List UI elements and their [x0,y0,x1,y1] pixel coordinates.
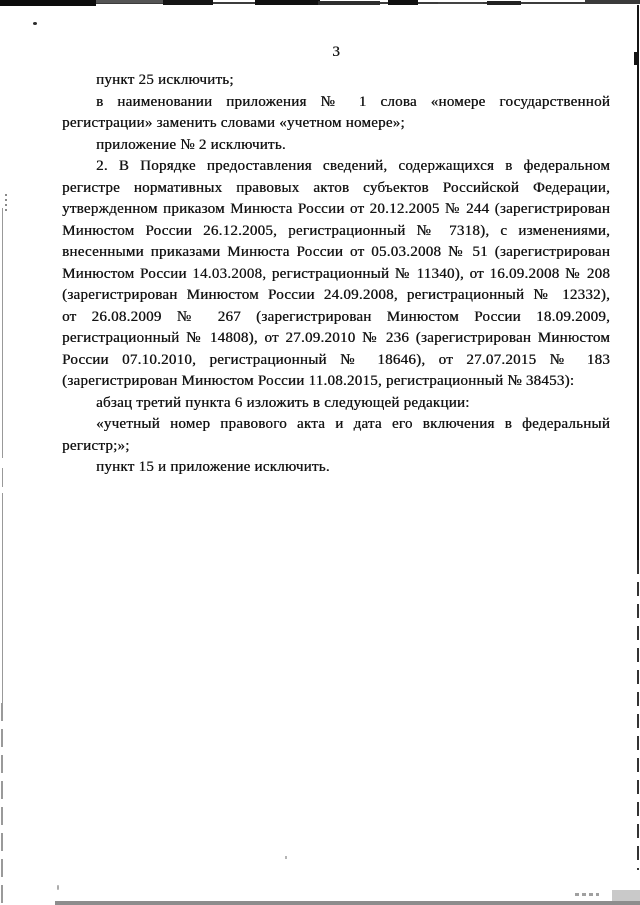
scan-artifact-top-segment [438,2,483,4]
scan-speck [33,22,37,25]
text-line: России 07.10.2010, регистрационный № 18646), от 27.07.2015 № 183 [62,351,610,368]
text-line: (зарегистрирован Минюстом России 11.08.2015, регистрационный № 38453): [62,373,575,389]
scan-artifact-left-edge [2,493,3,703]
scan-artifact-bottom-right-dashes [575,893,599,896]
scan-artifact-top-segment [388,0,418,5]
text-line: абзац третий пункта 6 изложить в следующей редакции: [96,394,470,411]
text-line: Минюстом России 14.03.2008, регистрационный № 11340), от 16.09.2008 № 208 [62,265,610,282]
scan-artifact-top-segment [318,1,380,5]
scan-artifact-left-edge-dashes [1,703,3,905]
text-line: регистрации» заменить словами «учетном номере»; [62,115,405,131]
scan-artifact-bottom-edge [55,901,640,905]
scan-speck [285,856,287,859]
text-line: «учетный номер правового акта и дата его включения в федеральный [96,416,610,432]
scan-artifact-left-edge [2,208,3,458]
scan-artifact-left-edge [2,468,3,487]
text-line: Минюстом России 26.12.2005, регистрационный № 7318), с изменениями, [62,222,610,239]
page-number: 3 [332,44,340,60]
text-line: регистре нормативных правовых актов субъектов Российской Федерации, [62,179,610,196]
text-line: от 26.08.2009 № 267 (зарегистрирован Минюстом России 18.09.2009, [62,308,610,325]
text-line: регистр;»; [62,437,130,454]
scan-artifact-top-segment [487,1,521,5]
text-line: 2. В Порядке предоставления сведений, содержащихся в федеральном [96,158,610,174]
scan-artifact-right-edge-dashes [637,560,639,870]
text-line: (зарегистрирован Минюстом России 24.09.2008, регистрационный № 12332), [62,287,610,303]
text-line: утвержденном приказом Минюста России от 20.12.2005 № 244 (зарегистрирован [62,201,610,217]
text-line: в наименовании приложения № 1 слова «номере государственной [96,93,610,110]
text-line: регистрационный № 14808), от 27.09.2010 № 236 (зарегистрирован Минюстом [62,330,610,346]
scan-artifact-right-edge-blob [634,52,638,65]
scan-artifact-top-segment [96,0,166,3]
scan-artifact-top-segment [0,0,96,6]
document-body [62,70,610,479]
scan-speck [57,885,59,890]
scan-artifact-top-segment [255,0,320,5]
scan-artifact-bottom-right-patch [612,890,640,901]
scan-artifact-top-segment [585,0,640,4]
scan-artifact-top-segment [163,0,213,5]
scan-artifact-left-edge-dots [5,194,7,212]
scan-artifact-right-edge [637,5,639,560]
text-line: приложение № 2 исключить. [96,136,286,153]
text-line: пункт 15 и приложение исключить. [96,459,330,475]
text-line: пункт 25 исключить; [96,72,234,88]
text-line: внесенными приказами Минюста России от 05.03.2008 № 51 (зарегистрирован [62,244,610,260]
